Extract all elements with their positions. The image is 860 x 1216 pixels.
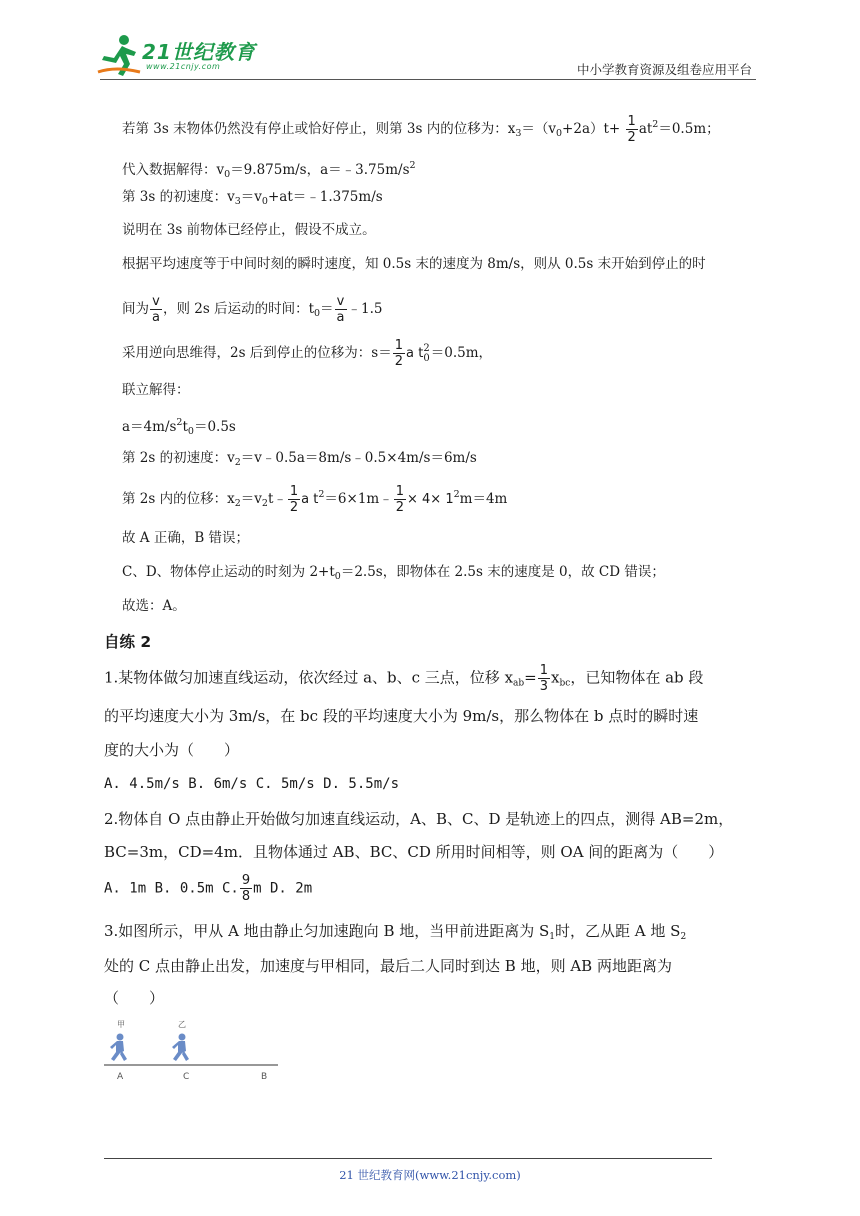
solution-line-13: C、D、物体停止运动的时刻为 $2+t_0=2.5s$，即物体在 2.5s 末的速度是 0，故 CD 错误； bbox=[122, 564, 665, 582]
solution-line-7: 采用逆向思维得，2s 后到停止的位移为：s＝ $\frac{1}{2}$ a t 2 0 ＝0.5m， bbox=[122, 338, 493, 369]
site-logo[interactable] bbox=[96, 32, 266, 80]
fraction-one-third: $\frac{1}{3}$ bbox=[539, 663, 549, 694]
solution-line-12: 故 A 正确，B 错误； bbox=[122, 530, 250, 546]
q1-line-2: 的平均速度大小为 3m/s，在 bc 段的平均速度大小为 9m/s，那么物体在 b 点时的瞬时速 bbox=[104, 707, 699, 725]
page-header bbox=[0, 0, 860, 90]
solution-line-9: $a=4m/s^2t_0=0.5s$ bbox=[122, 417, 236, 437]
runner-jia-icon bbox=[110, 1034, 127, 1062]
header-divider bbox=[100, 79, 756, 80]
q2-line-1: 2.物体自 O 点由静止开始做匀加速直线运动，A、B、C、D 是轨迹上的四点，测得 AB=2m， bbox=[104, 810, 734, 828]
fraction-one-half: $\frac{1}{2}$ bbox=[627, 114, 636, 145]
solution-line-1: 若第 3s 末物体仍然没有停止或恰好停止，则第 3s 内的位移为：$x_3=(v_0+2a)t+$ $\frac{1}{2}$ $at^2=0.5m$； bbox=[122, 114, 720, 145]
solution-line-4: 说明在 3s 前物体已经停止，假设不成立。 bbox=[122, 222, 376, 238]
q1-options: A. 4.5m/s B. 6m/s C. 5m/s D. 5.5m/s bbox=[104, 776, 400, 792]
fraction-nine-eighths: $\frac{9}{8}$ bbox=[241, 873, 251, 904]
solution-line-11: 第 2s 内的位移：$x_2=v_2t﹣$ $\frac{1}{2}$ a $t^2=6\times 1m﹣$ $\frac{1}{2}$ × $4\times 1^2m=4m$ bbox=[122, 484, 508, 515]
solution-line-6: 间为 $\frac{v}{a}$ ，则 2s 后运动的时间：$t_0=$ $\frac{v}{a}$ ﹣1.5 bbox=[122, 294, 383, 325]
footer-divider bbox=[104, 1158, 712, 1159]
q1-line-3: 度的大小为（ ） bbox=[104, 741, 240, 759]
q2-options: A. 1m B. 0.5m C. $\frac{9}{8}$ m D. 2m bbox=[104, 873, 313, 904]
platform-title: 中小学教育资源及组卷应用平台 bbox=[576, 62, 752, 77]
runner-yi-icon bbox=[172, 1034, 189, 1062]
label-yi: 乙 bbox=[178, 1020, 186, 1029]
logo-text: 21世纪教育 bbox=[142, 40, 256, 64]
fraction-v-over-a-2: $\frac{v}{a}$ bbox=[336, 294, 345, 325]
q3-figure bbox=[100, 1015, 280, 1085]
solution-line-10: 第 2s 的初速度：$v_2=v﹣0.5a=8m/s﹣0.5\times 4m/s=6m/s$ bbox=[122, 450, 477, 468]
fraction-one-half-2: $\frac{1}{2}$ bbox=[394, 338, 404, 369]
label-jia: 甲 bbox=[117, 1020, 125, 1029]
q2-line-2: BC=3m，CD=4m．且物体通过 AB、BC、CD 所用时间相等，则 OA 间的距离为（ ） bbox=[104, 843, 724, 861]
fraction-v-over-a: $\frac{v}{a}$ bbox=[152, 294, 160, 325]
solution-line-14: 故选：A。 bbox=[122, 598, 186, 614]
q1-line-1: 1.某物体做匀加速直线运动，依次经过 a、b、c 三点，位移 $x_{ab}=$ $\frac{1}{3}$ $x_{bc}$，已知物体在 ab 段 bbox=[104, 663, 704, 694]
solution-line-8: 联立解得： bbox=[122, 382, 190, 398]
fraction-one-half-4: $\frac{1}{2}$ bbox=[395, 484, 404, 515]
fraction-one-half-3: $\frac{1}{2}$ bbox=[289, 484, 299, 515]
q3-line-3: （ ） bbox=[104, 989, 165, 1007]
label-c: C bbox=[183, 1072, 190, 1082]
runner-logo-icon bbox=[96, 32, 142, 78]
solution-line-5: 根据平均速度等于中间时刻的瞬时速度，知 0.5s 末的速度为 8m/s，则从 0.5s 末开始到停止的时 bbox=[122, 256, 706, 272]
solution-line-2: 代入数据解得：$v_0=9.875m/s$，$a=﹣3.75m/s^2$ bbox=[122, 160, 416, 180]
q3-line-1: 3.如图所示，甲从 A 地由静止匀加速跑向 B 地，当甲前进距离为 $S_1$时，乙从距 A 地 $S_2$ bbox=[104, 922, 687, 942]
label-a: A bbox=[117, 1072, 124, 1082]
logo-url: www.21cnjy.com bbox=[146, 62, 221, 71]
solution-line-3: 第 3s 的初速度：$v_3=v_0+at=﹣1.375m/s$ bbox=[122, 189, 383, 207]
label-b: B bbox=[261, 1072, 268, 1082]
footer-link[interactable]: 21 世纪教育网(www.21cnjy.com) bbox=[339, 1168, 521, 1182]
section-title: 自练 2 bbox=[104, 633, 152, 651]
q3-line-2: 处的 C 点由静止出发，加速度与甲相同，最后二人同时到达 B 地，则 AB 两地距离为 bbox=[104, 957, 672, 975]
